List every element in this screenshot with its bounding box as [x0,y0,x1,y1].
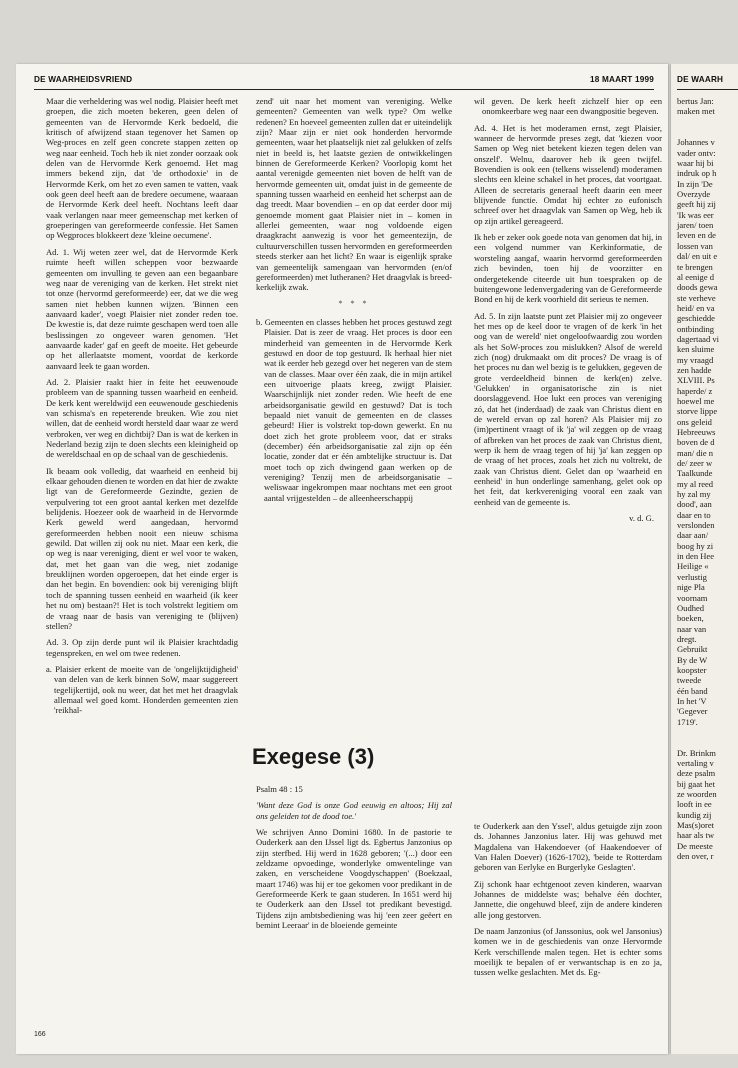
adjacent-page-line: dood', aan [677,499,712,510]
adjacent-page-line: 'Ik was eer [677,209,714,220]
adjacent-page-line: Dr. Brinkm [677,747,716,758]
magazine-header: DE WAARHEIDSVRIEND [34,75,133,84]
adjacent-page-line: lossen van [677,240,713,251]
adjacent-page-line: In zijn 'De [677,178,713,189]
paragraph: Ik beaam ook volledig, dat waarheid en eenheid bij elkaar gehouden dienen te worden en dat hier de zwakte ligt van de Gereformeerde Gezindte, gezien de verpulvering tot een groot aantal kerken met dezelfde belijdenis. Hoezeer ook de waarheid in de Hervormde Kerk geweld werd aangedaan, hervormd gereformeerden hebben nooit een nieuw schisma gewild. Dat willen zij ook nu niet. Maar een kerk, die op weg is naar vereniging, dient er wel voor te waken, dat, met het gaan van die weg, niet zodanige breuklijnen worden opgeroepen, dat het einde erger is dan het begin. En bovendien: ook bij vereniging blijft toch de spanning tussen eenheid en waarheid (ik keer het nu om) bestaan?! Het is toch volstrekt legitiem om de vraag naar de basis van vereniging te (blijven) stellen? [46,465,238,631]
paragraph: Zij schonk haar echtgenoot zeven kinderen, waarvan Johannes de middelste was; behalve één dochter, Jannette, die ongehuwd bleef, zijn de andere kinderen alle jong gestorven. [474,878,662,920]
adjacent-page-line [677,117,719,127]
adjacent-page-line: tweede [677,675,702,686]
adjacent-page-line: boeken, [677,613,704,624]
paragraph: Ad. 2. Plaisier raakt hier in feite het eeuwenoude probleem van de spanning tussen waarheid en eenheid. De kerk kent wereldwijd een eeuwenoude geschiedenis van schisma's en repeterende breuken. Wie zou niet willen, dat de eenheid wordt hersteld daar waar ze werd verbroken, ver weg en dichtbij? Dan is wat de kerken in Nederland bezig zijn te doen slechts een kleinigheid op de wereldschaal en op de schaal van de geschiedenis. [46,376,238,460]
adjacent-page-line: voornam [677,592,708,603]
paragraph: Ad. 5. In zijn laatste punt zet Plaisier mij zo ongeveer het mes op de keel door te vragen of de kerk 'in het oog van de wereld' niet ongeloofwaardig zou worden als het SoW-proces zou mislukken? Alsof de wereld zich (nog) drukmaakt om dit proces? De vraag is of het proces nu dan wel bezig is te gelukken, gegeven de grote verdeeldheid binnen de kerk(en) zelve. 'Gelukken' in organisatorische zin is niet doorslaggevend. Hoe lukt een proces van vereniging zó, dat het (inderdaad) de zaak van Christus dient en de wereld ervan op zal horen? Als Plaisier mij zo (im)pertinent vraagt of ik 'ja' wil zeggen op de vraag of afbreken van het proces de zaak van Christus dient, werp ik hem de vraag tegen of hij 'ja' kan zeggen op de vraag of het proces, zoals het zich nu voltrekt, de zaak van Christus dient. Gelet dan op 'waarheid en eenheid' in hun onderlinge samenhang, gelet ook op het feit, dat kerkvereniging vooral een zaak van eenheid van de gemeente is. [474,310,662,507]
adjacent-page-line: al eenige d [677,271,715,282]
psalm-quote: 'Want deze God is onze God eeuwig en altoos; Hij zal ons geleiden tot de dood toe.' [256,800,452,821]
adjacent-page-line: Overzyde [677,189,711,200]
paragraph: Ad. 4. Het is het moderamen ernst, zegt Plaisier, wanneer de hervormde preses zegt, dat 'kiezen voor Samen op Weg niet betekent kiezen tegen delen van onszelf'. Welnu, daarover heb ik geen twijfel. Bovendien is ook een (telkens wisselend) moderamen slechts een kleine schakel in het proces, dat voortgaat. Alleen de secretaris generaal heeft daarin een meer blijvende functie. Omdat hij echter zo eufonisch schreef over het draagvlak van Samen op Weg, heb ik op zijn artikel gereageerd. [474,122,662,226]
adjacent-page-line: geeft hij zij [677,199,716,210]
adjacent-page-line: deze psalm [677,768,716,779]
paragraph: De naam Janzonius (of Janssonius, ook wel Jansonius) komen we in de geschiedenis van onze Hervormde Kerk verschillende malen tegen. Het is echter soms moeilijk te bepalen of er verwantschap is en zo ja, tussen welke geslachten. Met ds. Eg- [474,926,662,978]
adjacent-page-line: nige Pla [677,582,705,593]
adjacent-page-line: in den Hee [677,551,715,562]
adjacent-page-line: 'Gegever [677,706,708,717]
adjacent-page-line [677,727,719,737]
header-rule [34,89,654,90]
adjacent-page-line: Oudhed [677,602,705,613]
adjacent-page-line: looft in ee [677,799,712,810]
adjacent-page-line: ken sluime [677,344,715,355]
adjacent-page-line: By de W [677,654,708,665]
adjacent-page-line: man/ die n [677,447,714,458]
adjacent-page-line: bertus Jan: [677,96,714,106]
adjacent-page-line: haar als tw [677,830,715,841]
adjacent-page-line: verslonden [677,520,715,531]
column-3 [474,96,662,523]
adjacent-page-line: In het 'V [677,695,707,706]
adjacent-page-line: bij gaat het [677,778,715,789]
section-title: Exegese (3) [252,744,375,769]
psalm-reference: Psalm 48 : 15 [256,784,303,794]
adjacent-page-line: my al reed [677,478,714,489]
adjacent-page-line: vader ontv: [677,147,716,158]
paragraph: a. Plaisier erkent de moeite van de 'ongelijktijdigheid' van delen van de kerk binnen SoW, maar suggereert tegelijkertijd, ook nu weer, dat het met het draagvlak allemaal wel goed komt. Honderden gemeenten zien 'reikhal- [46,663,238,716]
adjacent-page-line: Mas(s)oret [677,820,715,831]
adjacent-page-line: zen hadde [677,364,712,375]
adjacent-page-line: my vraagd [677,354,714,365]
paragraph: zend' uit naar het moment van vereniging. Welke gemeenten? Gemeenten van welk type? Om welke redenen? En hoeveel gemeenten zullen dat er uiteindelijk zijn? Maar zijn er niet ook honderden hervormde gemeenten, waar het plaatselijk niet zal gelukken of zelfs niet in beeld is, het laatste gezien de ontwikkelingen binnen de Gereformeerde Kerken? Voorlopig komt het aantal verenigde gemeenten niet boven de helft van de hervormde gemeenten uit, omdat juist in de gemeente de spanning tussen waarheid en eenheid het scherpst aan de dag treedt. Maar bovendien – en op dat eerder door mij genoemde moment gaat Plaisier niet in – komen in allerlei gemeenten, waar nog voldoende eigen draagkracht aanwezig is voor het gemeentezijn, de cultuurverschillen tussen hervormden en gereformeerden steeds sterker aan het licht? En waar is eigenlijk sprake van gemeentelijk samengaan van hervormden (en/of gereformeerden) met lutheranen? Het draagvlak is breed-kerkelijk zwak. [256,96,453,293]
author-signature: v. d. G. [629,513,654,524]
adjacent-page-line: XLVIII. Ps [677,375,715,386]
adjacent-page-line: hoewel me [677,395,715,406]
adjacent-page-line: Taalkunde [677,468,713,479]
exegese-column-3 [474,821,662,984]
page-number: 166 [34,1031,46,1038]
adjacent-page-line: ontbinding [677,323,715,334]
adjacent-page-line: één band [677,685,708,696]
paragraph: te Ouderkerk aan den Yssel', aldus getuigde zijn zoon ds. Johannes Janzonius later. Hij was gehuwd met Magdalena van Hakendoever (of Haakendoever of Van Halen Doever) (1626-1702), 'beide te Rotterdam geboren van Eerlyke en Burgerlyke Geslagten'. [474,821,662,873]
section-divider: * * * [338,298,370,308]
adjacent-header-rule [677,89,738,90]
adjacent-page-line: daar aan/ [677,530,709,541]
paragraph: b. Gemeenten en classes hebben het proces gestuwd zegt Plaisier. Dat is zeer de vraag. Het proces is door een minderheid van gemeenten in de Hervormde Kerk gestuwd en door de top gestuurd. Ik herhaal hier niet wat ik eerder heb gezegd over het negeren van de stem van de classes. Maar over één zaak, die in mijn artikel een uitvoerige plaats kreeg, zwijgt Plaisier. Waarschijnlijk niet zonder reden. Wie heeft de ene arbeidsorganisatie gewild en gestuwd? Dat is toch bepaald niet vanuit de gemeenten en de classes gebeurd! Hier is volstrekt top-down gewerkt. En nu doet zich het grote probleem voor, dat er straks (december) één arbeidsorganisatie zal zijn op één locatie, zonder dat er één ambtelijke structuur is. Dat moet toch op zich dwingend gaan werken op de vereniging? Tenzij men de arbeidsorganisatie – weliswaar ingekrompen maar nochtans met een groot aantal vrijgestelden – de alleenheerschappij [256,316,452,503]
adjacent-page-line: De meeste [677,840,713,851]
adjacent-page-line [677,127,719,137]
adjacent-page-line: boog hy zi [677,540,714,551]
adjacent-page-line: haperde/ z [677,385,713,396]
paragraph: Ad. 3. Op zijn derde punt wil ik Plaisier krachtdadig tegenspreken, en wel om twee redenen. [46,637,238,658]
adjacent-page-line: heid/ en va [677,302,715,313]
adjacent-page-line: Gebruikt [677,644,708,655]
adjacent-page-line: vertaling v [677,758,714,768]
adjacent-page-line: Johannes v [677,137,715,148]
adjacent-page [670,64,738,1054]
adjacent-page-text [677,96,719,861]
adjacent-page-line: jaren/ toen [677,220,714,231]
adjacent-page-line: verlustig [677,571,707,582]
adjacent-page-line: leven en de [677,230,716,241]
adjacent-page-line: ons geleid [677,416,712,427]
adjacent-page-line: kundig zij [677,809,712,820]
adjacent-page-line: Heilige « [677,561,709,572]
adjacent-page-line: ze woorden [677,789,717,800]
adjacent-page-line: ste verheve [677,292,716,303]
adjacent-page-line: indruk op h [677,168,717,179]
paragraph: wil geven. De kerk heeft zichzelf hier op een onomkeerbare weg naar een dwangpositie begeven. [474,96,662,117]
adjacent-page-line [677,737,719,747]
adjacent-page-line: geschiedde [677,313,715,324]
adjacent-page-line: waar hij bi [677,158,714,169]
adjacent-page-line: dagertaad vi [677,333,719,344]
adjacent-page-line: daar en to [677,509,711,520]
adjacent-page-header: DE WAARH [677,75,724,84]
adjacent-page-line: dregt. [677,633,697,644]
adjacent-page-line: storve lippe [677,406,718,417]
adjacent-page-line: naar van [677,623,707,634]
issue-date: 18 MAART 1999 [589,75,654,84]
adjacent-page-line: te brengen [677,261,713,272]
adjacent-page-line: boven de d [677,437,715,448]
adjacent-page-line: koopster [677,664,707,675]
adjacent-page-line: doods gewa [677,282,718,293]
adjacent-page-line: de/ zeer w [677,458,713,469]
paragraph: Maar die verheldering was wel nodig. Plaisier heeft met groepen, die zich moeten bekeren, geen delen of gemeenten van de Hervormde Kerk bedoeld, die kritisch of afwijzend staan tegenover het Samen op Weg-proces en zelf geen concrete stappen zetten op weg naar eenheid. Toch heb ik niet zonder oorzaak ook delen van de Hervormde Kerk genoemd. Het mag immers bekend zijn, dat 'de orthodoxie' in de Hervormde Kerk, om het zo even samen te vatten, vaak ook geen deel heeft aan de bredere oecumene, waaraan de Hervormde Kerk deel heeft. Nochtans leeft daar vaak verlangen naar meer gemeenschap met kerken of groeperingen van gereformeerde confessie. Het Samen op Wegproces blokkeert deze 'kleine oecumene'. [46,96,238,241]
adjacent-page-line: dal/ en uit e [677,251,718,262]
paragraph: We schrijven Anno Domini 1680. In de pastorie te Ouderkerk aan den IJssel ligt ds. Egbertus Janzonius op zijn sterfbed. Hij werd in 1628 geboren; '(...) door een zeldzame opvoedinge, wonderlyke omwentelinge van zaken, en verscheidene Voogdyschappen' (Boekzaal, maart 1746) was hij er toe gekomen voor predikant in de Gereformeerde Kerk te gaan studeren. In 1651 werd hij te Ouderkerk aan den IJssel tot predikant bevestigd. Tijdens zijn ambtsbediening was hij 'een zeer geëert en bemint Leeraar' in de bloeiende gemeinte [256,827,452,931]
magazine-page [16,64,668,1054]
adjacent-page-line: maken met [677,106,715,117]
paragraph: Ik heb er zeker ook goede nota van genomen dat hij, in een volgend nummer van Kerkinformatie, de worsteling aangaf, waarin hervormd gereformeerden zich bevinden, toen hij de voorzitter en ondergetekende citeerde uit hun toespraken op de buitengewone ledenvergadering van de Gereformeerde Bond en hij de kerk voorhield dit serieus te nemen. [474,232,662,305]
adjacent-page-line: 1719'. [677,716,698,727]
column-2 [256,96,452,509]
column-1 [46,96,238,722]
adjacent-page-line: hy zal my [677,489,711,500]
adjacent-page-line: Hebreeuws [677,427,716,437]
exegese-column-2 [256,784,452,936]
adjacent-page-line: den over, r [677,851,714,862]
paragraph: Ad. 1. Wij weten zeer wel, dat de Hervormde Kerk ruimte heeft willen scheppen voor bezwaarde gemeenten om invulling te geven aan een begaanbare weg naar de vereniging van de kerken. Het strekt niet tot onze (hervormd gereformeerde) eer, dat we die weg samen niet hebben kunnen wijzen. 'Binnen een aanvaard kader', voegt Plaisier niet zonder reden toe. De kwestie is, dat deze ruimte geschapen werd toen alle beslissingen zo ongeveer waren genomen. 'Het aanvaarde kader' gaf en geeft de moeite. Het gebeurde op het allerlaatste moment, voordat de kerkorde aanvaard leek te gaan worden. [46,246,238,371]
